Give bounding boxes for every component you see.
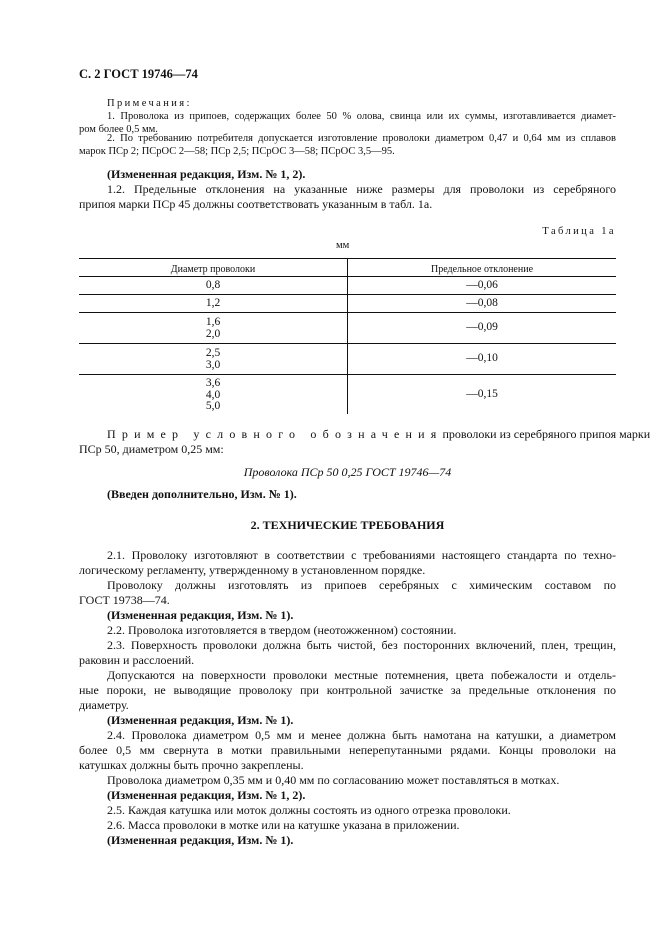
- diameter-value: 3,0: [205, 358, 221, 371]
- table-label: Таблица 1а: [542, 226, 616, 237]
- column-header-deviation: Предельное отклонение: [430, 264, 534, 275]
- diameter-value: 4,0: [205, 388, 221, 401]
- diameter-value: 3,6: [205, 377, 221, 389]
- section-2-line: (Измененная редакция, Изм. № 1).: [107, 713, 294, 727]
- paragraph-1-2-line-1: 1.2. Предельные отклонения на указанные ниже размеры для проволоки из серебряного: [107, 182, 616, 196]
- diameter-value: 5,0: [205, 400, 221, 412]
- table-unit: мм: [336, 240, 350, 251]
- table-row-5-diameter: [79, 378, 347, 413]
- diameter-value: 2,0: [205, 327, 221, 340]
- section-2-line: 2.4. Проволока диаметром 0,5 мм и менее должна быть намотана на катушки, а диаметром: [107, 728, 616, 742]
- example-line-1: [107, 427, 651, 442]
- diameter-value: 0,8: [205, 279, 221, 291]
- example-rest: проволоки из серебряного припоя марки: [442, 427, 651, 441]
- table-row-4-deviation: —0,10: [466, 352, 498, 364]
- example-line-2: ПСр 50, диаметром 0,25 мм:: [79, 442, 224, 456]
- row-rule: [348, 343, 616, 344]
- table-row-2-diameter: [79, 298, 347, 310]
- section-2-title: 2. ТЕХНИЧЕСКИЕ ТРЕБОВАНИЯ: [250, 518, 445, 532]
- table-row-5-deviation: —0,15: [466, 388, 498, 400]
- row-rule: [79, 374, 347, 375]
- row-rule: [79, 343, 347, 344]
- amendment-note-1-2: (Измененная редакция, Изм. № 1, 2).: [107, 167, 306, 181]
- diameter-value: 1,2: [205, 297, 221, 309]
- section-2-line: (Измененная редакция, Изм. № 1, 2).: [107, 788, 306, 802]
- table-row-2-deviation: —0,08: [466, 297, 498, 309]
- row-rule: [348, 312, 616, 313]
- example-lead: Пример условного обозначения: [107, 427, 443, 441]
- paragraph-1-2-line-2: припоя марки ПСр 45 должны соответствовать указанным в табл. 1а.: [79, 197, 433, 211]
- section-2-line: 2.1. Проволоку изготовляют в соответствии с требованиями настоящего стандарта по техно-: [107, 548, 616, 562]
- table-row-3-diameter: [79, 317, 347, 340]
- section-2-line: более 0,5 мм свернута в мотки правильными неперепутанными рядами. Концы проволоки на: [79, 743, 616, 757]
- section-2-line: ные пороки, не выводящие проволоку при контрольной зачистке за предельные отклонения по: [79, 683, 616, 697]
- section-2-line: 2.3. Поверхность проволоки должна быть чистой, без посторонних включений, плен, трещин,: [107, 638, 616, 652]
- section-2-line: (Измененная редакция, Изм. № 1).: [107, 608, 294, 622]
- paragraph-1-2: [79, 182, 616, 212]
- note-1-line-1: 1. Проволока из припоев, содержащих более 50 % олова, свинца или их суммы, изготавливается диамет-: [107, 111, 616, 122]
- column-header-diameter: Диаметр проволоки: [170, 264, 256, 275]
- note-2-line-1: 2. По требованию потребителя допускается изготовление проволоки диаметром 0,47 и 0,64 мм из сплавов: [107, 133, 616, 144]
- section-2-line: раковин и расслоений.: [79, 653, 195, 667]
- section-2-line: 2.6. Масса проволоки в мотке или на катушке указана в приложении.: [107, 818, 460, 832]
- section-2-line: катушках должны быть прочно закреплены.: [79, 758, 304, 772]
- section-2-line: Проволока диаметром 0,35 мм и 0,40 мм по согласованию может поставляться в мотках.: [107, 773, 560, 787]
- section-2-line: 2.2. Проволока изготовляется в твердом (неотожженном) состоянии.: [107, 623, 457, 637]
- table-row-4-diameter: [79, 348, 347, 371]
- diameter-value: 2,5: [205, 347, 221, 359]
- section-2-body: [79, 548, 616, 848]
- table-row-3-deviation: —0,09: [466, 321, 498, 333]
- page-header: С. 2 ГОСТ 19746—74: [79, 67, 198, 81]
- section-2-line: Проволоку должны изготовлять из припоев серебряных с химическим составом по: [107, 578, 616, 592]
- row-rule: [79, 294, 347, 295]
- row-rule: [348, 374, 616, 375]
- row-rule: [348, 294, 616, 295]
- section-2-line: (Измененная редакция, Изм. № 1).: [107, 833, 294, 847]
- section-2-line: Допускаются на поверхности проволоки местные потемнения, цвета побежалости и отдель-: [107, 668, 616, 682]
- row-rule: [79, 312, 347, 313]
- section-2-line: ГОСТ 19738—74.: [79, 593, 170, 607]
- section-2-line: диаметру.: [79, 698, 129, 712]
- table-row-1-diameter: [79, 280, 347, 292]
- section-2-line: 2.5. Каждая катушка или моток должны состоять из одного отрезка проволоки.: [107, 803, 511, 817]
- amendment-added-note: (Введен дополнительно, Изм. № 1).: [107, 487, 297, 501]
- note-2-line-2: марок ПСр 2; ПСрОС 2—58; ПСр 2,5; ПСрОС 3—58; ПСрОС 3,5—95.: [79, 146, 395, 157]
- example-designation: Проволока ПСр 50 0,25 ГОСТ 19746—74: [243, 465, 452, 479]
- note-1-line-2: ром более 0,5 мм.: [79, 124, 158, 135]
- notes-title: Примечания:: [107, 98, 192, 109]
- note-2: [79, 132, 616, 158]
- section-2-line: логическому регламенту, утвержденному в установленном порядке.: [79, 563, 426, 577]
- diameter-value: 1,6: [205, 316, 221, 328]
- table-row-1-deviation: —0,06: [466, 279, 498, 291]
